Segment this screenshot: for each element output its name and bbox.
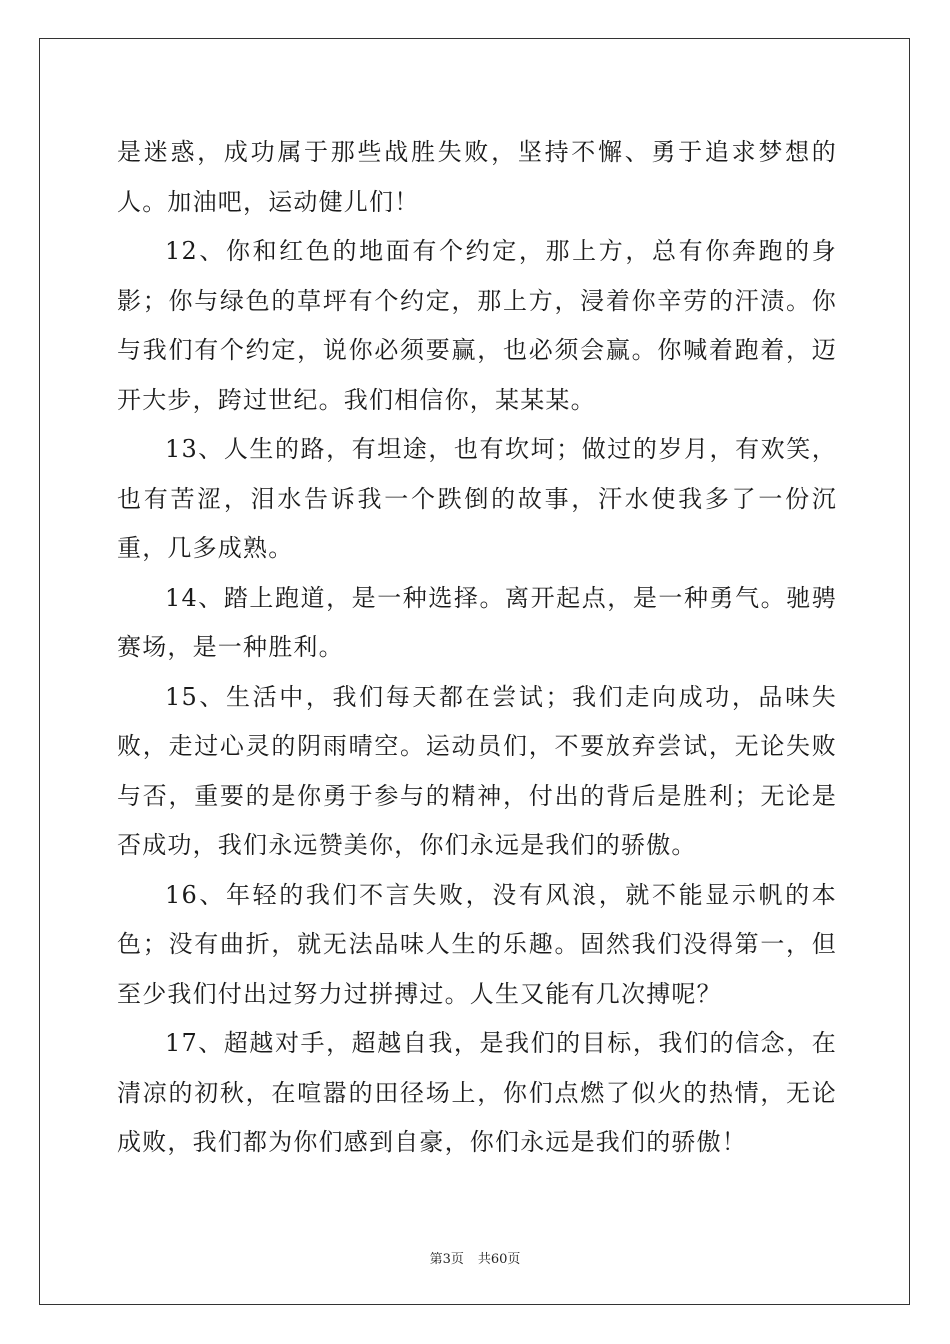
paragraph-15: 15、生活中，我们每天都在尝试；我们走向成功，品味失败，走过心灵的阴雨晴空。运动员们，不要放弃尝试，无论失败与否，重要的是你勇于参与的精神，付出的背后是胜利；无论是否成功，我们永远赞美你，你们永远是我们的骄傲。 — [117, 682, 837, 859]
paragraph-17: 17、超越对手，超越自我，是我们的目标，我们的信念，在清凉的初秋，在喧嚣的田径场上，你们点燃了似火的热情，无论成败，我们都为你们感到自豪，你们永远是我们的骄傲！ — [117, 1029, 837, 1156]
document-body — [117, 128, 837, 1168]
paragraph-continuation: 是迷惑，成功属于那些战胜失败，坚持不懈、勇于追求梦想的人。加油吧，运动健儿们！ — [117, 138, 837, 216]
page-footer — [0, 1248, 950, 1267]
current-page-number: 第3页 — [429, 1252, 464, 1267]
total-page-count: 共60页 — [477, 1252, 521, 1267]
paragraph-16: 16、年轻的我们不言失败，没有风浪，就不能显示帆的本色；没有曲折，就无法品味人生的乐趣。固然我们没得第一，但至少我们付出过努力过拼搏过。人生又能有几次搏呢？ — [117, 880, 837, 1008]
paragraph-12: 12、你和红色的地面有个约定，那上方，总有你奔跑的身影；你与绿色的草坪有个约定，那上方，浸着你辛劳的汗渍。你与我们有个约定，说你必须要赢，也必须会赢。你喊着跑着，迈开大步，跨过世纪。我们相信你，某某某。 — [117, 237, 837, 414]
paragraph-13: 13、人生的路，有坦途，也有坎坷；做过的岁月，有欢笑，也有苦涩，泪水告诉我一个跌倒的故事，汗水使我多了一份沉重，几多成熟。 — [117, 435, 837, 562]
paragraph-14: 14、踏上跑道，是一种选择。离开起点，是一种勇气。驰骋赛场，是一种胜利。 — [117, 583, 837, 661]
